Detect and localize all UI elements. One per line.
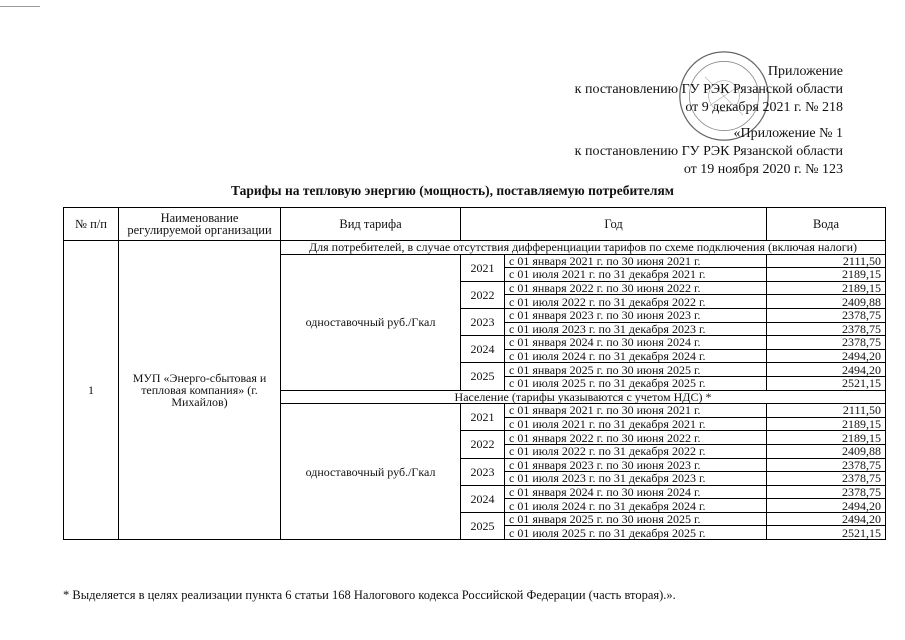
corner-mark xyxy=(0,0,40,7)
year-cell: 2024 xyxy=(461,485,505,512)
year-cell: 2024 xyxy=(461,336,505,363)
water-value-cell: 2189,15 xyxy=(767,268,886,282)
water-value-cell: 2378,75 xyxy=(767,322,886,336)
period-cell: с 01 января 2021 г. по 30 июня 2021 г. xyxy=(505,404,767,418)
appendix-line1: Приложение xyxy=(767,64,843,79)
year-cell: 2023 xyxy=(461,458,505,485)
period-cell: с 01 июля 2023 г. по 31 декабря 2023 г. xyxy=(505,322,767,336)
water-value-cell: 2494,20 xyxy=(767,512,886,526)
period-cell: с 01 января 2022 г. по 30 июня 2022 г. xyxy=(505,431,767,445)
period-cell: с 01 июля 2024 г. по 31 декабря 2024 г. xyxy=(505,499,767,513)
col-header-water: Вода xyxy=(767,208,886,241)
period-cell: с 01 июля 2022 г. по 31 декабря 2022 г. xyxy=(505,444,767,458)
year-cell: 2022 xyxy=(461,431,505,458)
water-value-cell: 2494,20 xyxy=(767,363,886,377)
water-value-cell: 2409,88 xyxy=(767,444,886,458)
tariff-table xyxy=(63,207,886,540)
prev-line3: от 19 ноября 2020 г. № 123 xyxy=(683,162,843,177)
period-cell: с 01 июля 2025 г. по 31 декабря 2025 г. xyxy=(505,526,767,540)
period-cell: с 01 июля 2024 г. по 31 декабря 2024 г. xyxy=(505,349,767,363)
water-value-cell: 2378,75 xyxy=(767,472,886,486)
period-cell: с 01 января 2024 г. по 30 июня 2024 г. xyxy=(505,336,767,350)
year-cell: 2021 xyxy=(461,404,505,431)
year-cell: 2025 xyxy=(461,512,505,539)
appendix-header xyxy=(575,63,843,117)
appendix-line2: к постановлению ГУ РЭК Рязанской области xyxy=(574,82,843,97)
water-value-cell: 2494,20 xyxy=(767,499,886,513)
water-value-cell: 2494,20 xyxy=(767,349,886,363)
year-cell: 2021 xyxy=(461,254,505,281)
water-value-cell: 2378,75 xyxy=(767,485,886,499)
water-value-cell: 2189,15 xyxy=(767,431,886,445)
water-value-cell: 2111,50 xyxy=(767,254,886,268)
previous-appendix-header xyxy=(575,125,843,179)
group-label: Население (тарифы указываются с учетом НДС) * xyxy=(281,390,886,404)
prev-line2: к постановлению ГУ РЭК Рязанской области xyxy=(574,144,843,159)
year-cell: 2025 xyxy=(461,363,505,390)
period-cell: с 01 января 2025 г. по 30 июня 2025 г. xyxy=(505,363,767,377)
tariff-type: одноставочный руб./Гкал xyxy=(281,254,461,390)
period-cell: с 01 января 2022 г. по 30 июня 2022 г. xyxy=(505,281,767,295)
water-value-cell: 2521,15 xyxy=(767,376,886,390)
period-cell: с 01 января 2023 г. по 30 июня 2023 г. xyxy=(505,308,767,322)
period-cell: с 01 июля 2023 г. по 31 декабря 2023 г. xyxy=(505,472,767,486)
row-number: 1 xyxy=(64,241,119,540)
col-header-type: Вид тарифа xyxy=(281,208,461,241)
period-cell: с 01 июля 2021 г. по 31 декабря 2021 г. xyxy=(505,417,767,431)
water-value-cell: 2409,88 xyxy=(767,295,886,309)
water-value-cell: 2378,75 xyxy=(767,458,886,472)
year-cell: 2023 xyxy=(461,308,505,335)
water-value-cell: 2378,75 xyxy=(767,308,886,322)
prev-line1: «Приложение № 1 xyxy=(733,126,843,141)
period-cell: с 01 июля 2025 г. по 31 декабря 2025 г. xyxy=(505,376,767,390)
water-value-cell: 2189,15 xyxy=(767,281,886,295)
col-header-num: № п/п xyxy=(64,208,119,241)
period-cell: с 01 января 2023 г. по 30 июня 2023 г. xyxy=(505,458,767,472)
organization-name: МУП «Энерго-сбытовая и тепловая компания» (г. Михайлов) xyxy=(119,241,281,540)
water-value-cell: 2111,50 xyxy=(767,404,886,418)
appendix-line3: от 9 декабря 2021 г. № 218 xyxy=(685,100,843,115)
period-cell: с 01 января 2021 г. по 30 июня 2021 г. xyxy=(505,254,767,268)
table-header-row xyxy=(64,208,886,241)
year-cell: 2022 xyxy=(461,281,505,308)
group-row xyxy=(64,241,886,255)
period-cell: с 01 января 2025 г. по 30 июня 2025 г. xyxy=(505,512,767,526)
period-cell: с 01 июля 2021 г. по 31 декабря 2021 г. xyxy=(505,268,767,282)
tariff-type: одноставочный руб./Гкал xyxy=(281,404,461,540)
water-value-cell: 2521,15 xyxy=(767,526,886,540)
footnote: * Выделяется в целях реализации пункта 6 статьи 168 Налогового кодекса Российской Федерации (часть вторая).». xyxy=(63,588,676,602)
col-header-year: Год xyxy=(461,208,767,241)
water-value-cell: 2189,15 xyxy=(767,417,886,431)
document-title: Тарифы на тепловую энергию (мощность), поставляемую потребителям xyxy=(231,183,674,198)
water-value-cell: 2378,75 xyxy=(767,336,886,350)
period-cell: с 01 июля 2022 г. по 31 декабря 2022 г. xyxy=(505,295,767,309)
period-cell: с 01 января 2024 г. по 30 июня 2024 г. xyxy=(505,485,767,499)
group-label: Для потребителей, в случае отсутствия дифференциации тарифов по схеме подключения (включая налоги) xyxy=(281,241,886,255)
col-header-org: Наименование регулируемой организации xyxy=(119,208,281,241)
